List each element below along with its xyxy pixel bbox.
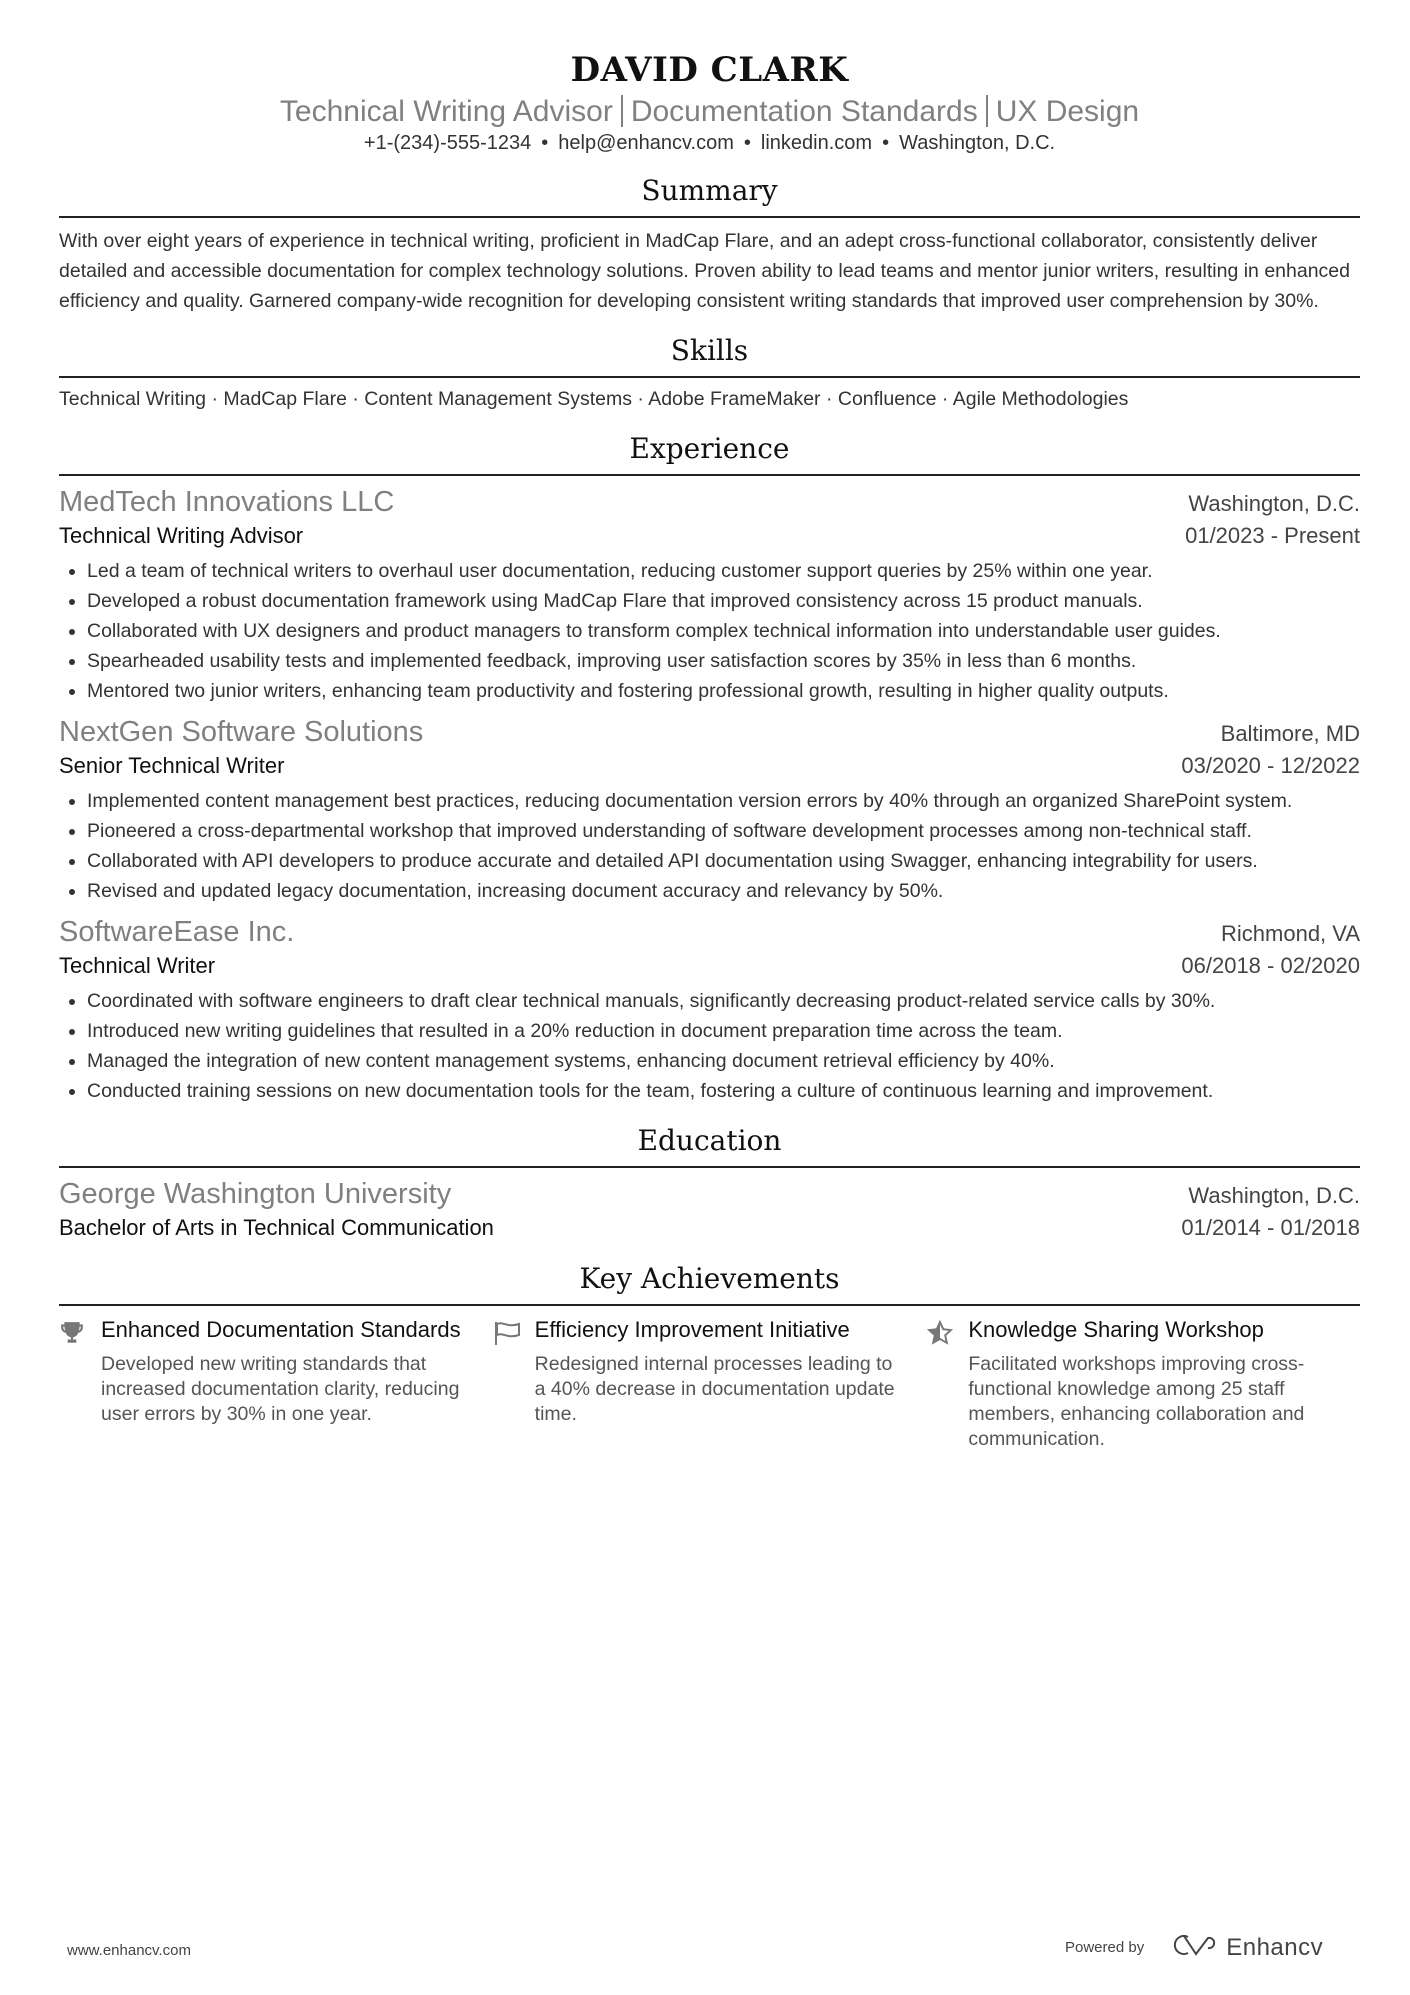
brand-name: Enhancv <box>1226 1933 1324 1961</box>
achievement-item <box>59 1316 493 1452</box>
achievement-title: Enhanced Documentation Standards <box>101 1317 461 1342</box>
candidate-name: DAVID CLARK <box>570 50 849 90</box>
phone: +1-(234)-555-1234 <box>363 132 532 154</box>
summary-text: With over eight years of experience in technical writing, proficient in MadCap Flare, and an adept cross-functional collaborator, consistently deliver detailed and accessible documentation for complex technology solutions. Proven ability to lead teams and mentor junior writers, resulting in enhanced efficiency and quality. Garnered company-wide recognition for developing consistent writing standards that improved user comprehension by 30%. <box>59 230 1350 312</box>
job-bullets <box>59 556 1360 706</box>
company-name: MedTech Innovations LLC <box>59 486 395 518</box>
job-dates: 01/2023 - Present <box>1185 523 1360 548</box>
section-title-achievements: Key Achievements <box>59 1262 1360 1306</box>
achievement-item <box>926 1316 1360 1452</box>
job-title: Technical Writer <box>59 953 216 978</box>
contact-line <box>59 130 1360 156</box>
flag-icon <box>493 1316 535 1452</box>
job-title: Technical Writing Advisor <box>59 523 304 548</box>
degree: Bachelor of Arts in Technical Communication <box>59 1215 494 1240</box>
job-location: Washington, D.C. <box>1188 491 1360 516</box>
section-title-summary: Summary <box>59 174 1360 218</box>
achievements-grid <box>59 1316 1360 1452</box>
bullet-separator: • <box>743 132 751 154</box>
job-entry <box>59 714 1360 906</box>
job-location: Richmond, VA <box>1221 921 1360 946</box>
bullet-item: • Conducted training sessions on new documentation tools for the team, fostering a culture of continuous learning and improvement. <box>87 1076 1360 1106</box>
headline-item: Technical Writing Advisor <box>279 95 613 128</box>
bullet-item: • Managed the integration of new content management systems, enhancing document retrieval efficiency by 40%. <box>87 1046 1360 1076</box>
achievement-desc: Redesigned internal processes leading to a 40% decrease in documentation update time. <box>534 1353 895 1425</box>
job-bullets <box>59 786 1360 906</box>
star-icon <box>926 1316 968 1452</box>
bullet-item: • Led a team of technical writers to overhaul user documentation, reducing customer support queries by 25% within one year. <box>87 556 1360 586</box>
bullet-item: • Spearheaded usability tests and implemented feedback, improving user satisfaction scores by 35% in less than 6 months. <box>87 646 1360 676</box>
section-title-experience: Experience <box>59 432 1360 476</box>
powered-by-label: Powered by <box>1065 1939 1145 1956</box>
headline <box>59 94 1360 130</box>
powered-by <box>1065 1932 1323 1963</box>
skills-list: Technical Writing · MadCap Flare · Content Management Systems · Adobe FrameMaker · Confluence · Agile Methodologies <box>59 388 1129 410</box>
bullet-item: • Developed a robust documentation framework using MadCap Flare that improved consistency across 15 product manuals. <box>87 586 1360 616</box>
bullet-separator: • <box>541 132 549 154</box>
bullet-item: • Collaborated with API developers to produce accurate and detailed API documentation using Swagger, enhancing integrability for users. <box>87 846 1360 876</box>
job-entry <box>59 484 1360 706</box>
job-bullets <box>59 986 1360 1106</box>
achievement-item <box>493 1316 927 1452</box>
headline-item: Documentation Standards <box>630 95 978 128</box>
headline-separator <box>621 95 623 127</box>
education-entry <box>59 1176 1360 1244</box>
job-dates: 03/2020 - 12/2022 <box>1181 753 1360 778</box>
bullet-separator: • <box>882 132 890 154</box>
job-entry <box>59 914 1360 1106</box>
achievement-desc: Developed new writing standards that increased documentation clarity, reducing user errors by 30% in one year. <box>101 1353 460 1425</box>
bullet-item: • Collaborated with UX designers and product managers to transform complex technical information into understandable user guides. <box>87 616 1360 646</box>
section-title-education: Education <box>59 1124 1360 1168</box>
enhancv-logo-icon <box>1170 1932 1216 1963</box>
education-dates: 01/2014 - 01/2018 <box>1181 1215 1360 1240</box>
achievement-title: Efficiency Improvement Initiative <box>534 1317 850 1342</box>
company-name: SoftwareEase Inc. <box>59 916 295 948</box>
achievement-desc: Facilitated workshops improving cross-functional knowledge among 25 staff members, enhancing collaboration and communication. <box>968 1353 1305 1450</box>
bullet-item: • Coordinated with software engineers to draft clear technical manuals, significantly decreasing product-related service calls by 30%. <box>87 986 1360 1016</box>
bullet-item: • Mentored two junior writers, enhancing team productivity and fostering professional growth, resulting in higher quality outputs. <box>87 676 1360 706</box>
section-title-skills: Skills <box>59 334 1360 378</box>
trophy-icon <box>59 1316 101 1452</box>
bullet-item: • Pioneered a cross-departmental workshop that improved understanding of software development processes among non-technical staff. <box>87 816 1360 846</box>
job-title: Senior Technical Writer <box>59 753 285 778</box>
school-name: George Washington University <box>59 1178 452 1210</box>
job-location: Baltimore, MD <box>1220 721 1360 746</box>
achievement-title: Knowledge Sharing Workshop <box>968 1317 1264 1342</box>
email-link[interactable]: help@enhancv.com <box>558 132 734 154</box>
bullet-item: • Implemented content management best practices, reducing documentation version errors by 40% through an organized SharePoint system. <box>87 786 1360 816</box>
linkedin-link[interactable]: linkedin.com <box>760 132 873 154</box>
company-name: NextGen Software Solutions <box>59 716 424 748</box>
school-location: Washington, D.C. <box>1188 1183 1360 1208</box>
headline-separator <box>986 95 988 127</box>
headline-item: UX Design <box>995 95 1140 128</box>
bullet-item: • Revised and updated legacy documentation, increasing document accuracy and relevancy by 50%. <box>87 876 1360 906</box>
resume-page <box>59 0 1360 1452</box>
website-link[interactable]: www.enhancv.com <box>67 1942 191 1959</box>
job-dates: 06/2018 - 02/2020 <box>1181 953 1360 978</box>
location: Washington, D.C. <box>899 132 1056 154</box>
bullet-item: • Introduced new writing guidelines that resulted in a 20% reduction in document preparation time across the team. <box>87 1016 1360 1046</box>
